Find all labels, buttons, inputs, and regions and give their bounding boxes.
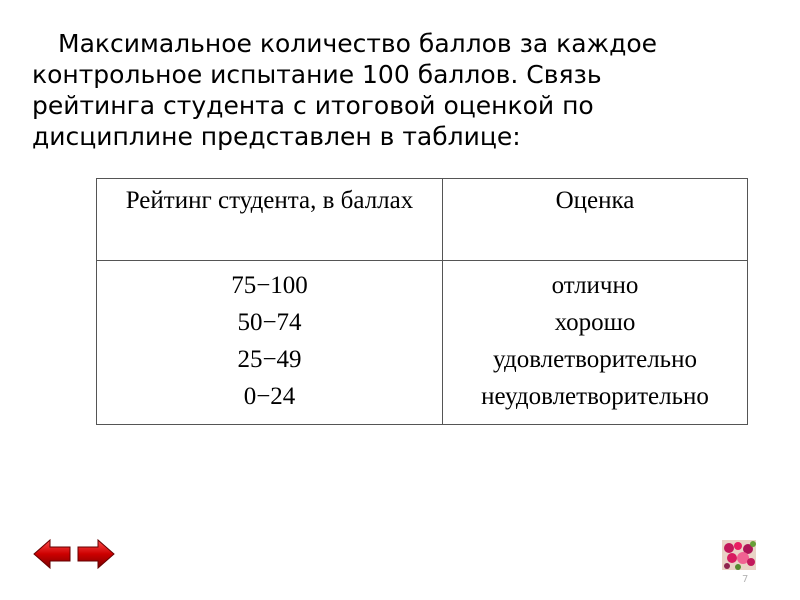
header-rating: Рейтинг студента, в баллах: [97, 179, 443, 261]
rating-range: 0−24: [243, 383, 296, 410]
grade-value: удовлетворительно: [493, 346, 697, 373]
flowers-picture-icon: [722, 540, 756, 570]
rating-range: 25−49: [237, 346, 302, 373]
page-number: 7: [742, 574, 749, 585]
rating-grade-table: [96, 178, 748, 425]
slide-navigation: [32, 538, 116, 570]
arrow-right-icon[interactable]: [76, 538, 116, 570]
arrow-left-icon[interactable]: [32, 538, 72, 570]
rating-ranges-cell: [97, 261, 443, 425]
intro-text: Максимальное количество баллов за каждое контрольное испытание 100 баллов. Связь рейтинга студента с итоговой оценкой по дисциплине представлен в таблице:: [32, 29, 658, 151]
rating-range: 75−100: [231, 272, 308, 299]
grade-value: хорошо: [554, 309, 636, 336]
grade-value: неудовлетворительно: [481, 383, 709, 410]
grade-value: отлично: [551, 272, 639, 299]
grades-cell: [443, 261, 748, 425]
table-row: [97, 261, 748, 425]
header-grade: Оценка: [443, 179, 748, 261]
table-header-row: [97, 179, 748, 261]
rating-range: 50−74: [237, 309, 302, 336]
